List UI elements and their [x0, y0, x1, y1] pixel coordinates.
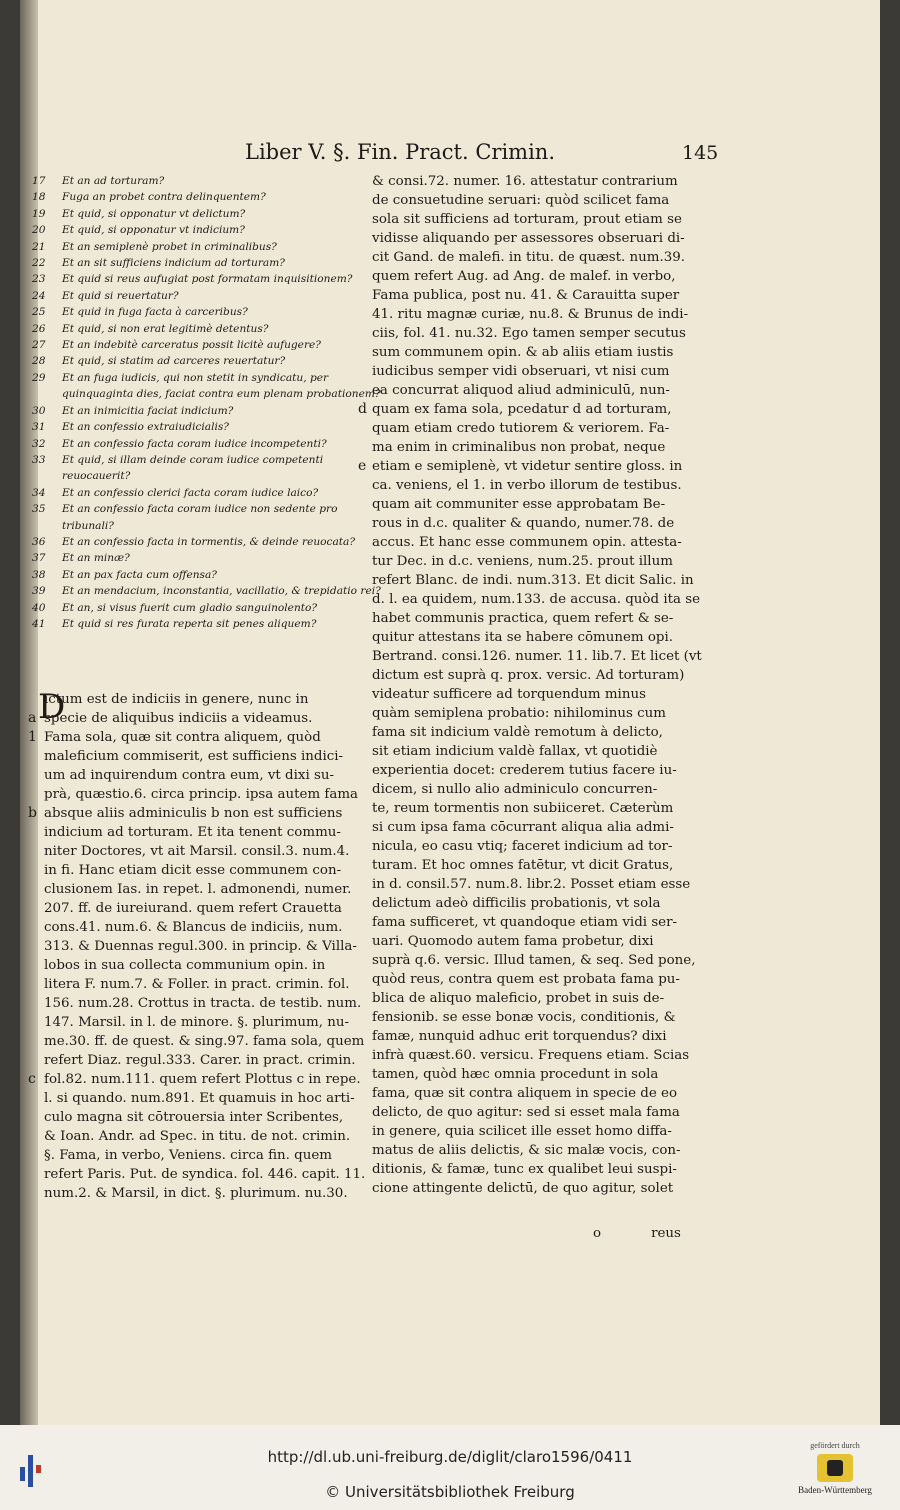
text-line — [372, 571, 708, 590]
text-line — [372, 1084, 708, 1103]
text-line — [372, 495, 708, 514]
text-line-content: quem refert Aug. ad Ang. de malef. in verbo, — [372, 269, 676, 284]
text-line-content: quam etiam credo tutiorem & veriorem. Fa- — [372, 421, 670, 436]
summary-index-list — [32, 173, 382, 632]
text-line — [372, 305, 708, 324]
text-line — [372, 932, 708, 951]
index-item — [32, 436, 382, 452]
text-line — [372, 343, 708, 362]
text-line — [372, 191, 708, 210]
text-line-content: quam ait communiter esse approbatam Be- — [372, 497, 666, 512]
text-line-content: quàm semiplena probatio: nihilominus cum — [372, 706, 666, 721]
text-line — [372, 552, 708, 571]
margin-note-mark: b — [28, 805, 37, 821]
index-item — [32, 550, 382, 566]
text-line-content: fol.82. num.111. quem refert Plottus c in repe. — [44, 1072, 361, 1087]
index-item-number: 26 — [32, 322, 46, 335]
text-line-content: turam. Et hoc omnes fatētur, vt dicit Gratus, — [372, 858, 674, 873]
index-item — [32, 567, 382, 583]
index-item-number: 18 — [32, 191, 46, 204]
text-line — [372, 172, 708, 191]
text-line — [372, 324, 708, 343]
index-item-text: Et quid si res furata reperta sit penes aliquem? — [62, 617, 317, 630]
index-item — [32, 353, 382, 369]
index-item-number: 31 — [32, 421, 46, 434]
index-item-text: Et quid in fuga facta à carceribus? — [62, 306, 248, 319]
index-item — [32, 304, 382, 320]
text-line — [372, 761, 708, 780]
copyright-notice: © Universitätsbibliothek Freiburg — [325, 1483, 575, 1501]
text-line-content: in fi. Hanc etiam dicit esse communem con- — [44, 863, 342, 878]
text-line — [372, 609, 708, 628]
index-item — [32, 206, 382, 222]
text-line — [22, 823, 368, 842]
index-item-text: Et quid, si non erat legitimè detentus? — [62, 322, 269, 335]
text-line — [372, 1046, 708, 1065]
index-item — [32, 222, 382, 238]
index-item — [32, 189, 382, 205]
text-line-content: rous in d.c. qualiter & quando, numer.78. de — [372, 516, 675, 531]
text-line-content: infrà quæst.60. versicu. Frequens etiam. Scias — [372, 1048, 690, 1063]
text-line — [372, 951, 708, 970]
index-item — [32, 370, 382, 403]
text-line — [372, 799, 708, 818]
index-item-text: Et an confessio facta coram iudice incompetenti? — [62, 437, 327, 450]
text-line-content: suprà q.6. versic. Illud tamen, & seq. Sed pone, — [372, 953, 696, 968]
index-item-number: 17 — [32, 175, 46, 187]
text-line-content: quòd reus, contra quem est probata fama pu- — [372, 972, 680, 987]
text-line — [22, 709, 368, 728]
text-line — [372, 666, 708, 685]
index-item-number: 24 — [32, 289, 46, 302]
index-item — [32, 255, 382, 271]
text-line — [22, 1165, 368, 1184]
text-line — [22, 861, 368, 880]
text-line — [22, 728, 368, 747]
index-item-text: Et an ad torturam? — [62, 175, 165, 187]
text-line-content: sit etiam indicium valdè fallax, vt quotidiè — [372, 744, 658, 759]
index-item-text: Fuga an probet contra delinquentem? — [62, 191, 266, 204]
index-item-number: 32 — [32, 437, 46, 450]
index-item-text: Et an inimicitia faciat indicium? — [62, 404, 234, 417]
text-line-content: cione attingente delictū, de quo agitur, solet — [372, 1181, 674, 1196]
text-line — [22, 1032, 368, 1051]
index-item-number: 38 — [32, 568, 46, 581]
text-line — [22, 956, 368, 975]
text-line-content: refert Paris. Put. de syndica. fol. 446. capit. 11. — [44, 1167, 366, 1182]
index-item — [32, 616, 382, 632]
index-item — [32, 600, 382, 616]
text-line — [22, 1184, 368, 1203]
index-item-text: Et an fuga iudicis, qui non stetit in syndicatu, per quinquaginta dies, faciat contra eum plenam probationem? — [62, 371, 381, 401]
index-item — [32, 419, 382, 435]
text-line-content: te, reum tormentis non subiiceret. Cæterùm — [372, 801, 674, 816]
index-item — [32, 337, 382, 353]
catchword-line — [593, 1226, 731, 1241]
text-line-content: ictum est de indiciis in genere, nunc in — [44, 692, 309, 707]
text-line — [22, 1108, 368, 1127]
text-line-content: specie de aliquibus indiciis a videamus. — [44, 711, 313, 726]
index-item-text: Et an confessio extraiudicialis? — [62, 421, 229, 434]
text-line — [372, 476, 708, 495]
text-line-content: fama sit indicium valdè remotum à delicto, — [372, 725, 663, 740]
text-line-content: experientia docet: crederem tutius facere iu- — [372, 763, 677, 778]
text-line — [372, 856, 708, 875]
text-line — [22, 690, 368, 709]
text-line-content: 41. ritu magnæ curiæ, nu.8. & Brunus de indi- — [372, 307, 689, 322]
text-line-content: vidisse aliquando per assessores obseruari di- — [372, 231, 685, 246]
text-line — [372, 837, 708, 856]
index-item — [32, 321, 382, 337]
text-line-content: maleficium commiserit, est sufficiens indici- — [44, 749, 344, 764]
index-item-text: Et quid, si illam deinde coram iudice competenti reuocauerit? — [62, 453, 324, 483]
index-item — [32, 173, 382, 189]
text-line — [372, 438, 708, 457]
text-line — [372, 514, 708, 533]
text-line-content: delicto, de quo agitur: sed si esset mala fama — [372, 1105, 680, 1120]
index-item-number: 35 — [32, 503, 46, 516]
text-line-content: blica de aliquo maleficio, probet in suis de- — [372, 991, 665, 1006]
margin-note-mark: e — [358, 458, 367, 474]
text-line-content: Fama sola, quæ sit contra aliquem, quòd — [44, 730, 321, 745]
text-line-content: 313. & Duennas regul.300. in princip. & Villa- — [44, 939, 357, 954]
text-line — [372, 647, 708, 666]
text-line-content: ciis, fol. 41. nu.32. Ego tamen semper secutus — [372, 326, 686, 341]
text-line-content: indicium ad torturam. Et ita tenent commu- — [44, 825, 341, 840]
margin-note-mark: 1 — [28, 729, 37, 745]
index-item — [32, 288, 382, 304]
text-line — [372, 229, 708, 248]
sponsor-name: Baden-Württemberg — [798, 1485, 872, 1495]
text-line — [22, 937, 368, 956]
index-item-text: Et an, si visus fuerit cum gladio sanguinolento? — [62, 601, 318, 614]
text-line-content: d. l. ea quidem, num.133. de accusa. quòd ita se — [372, 592, 701, 607]
text-line-content: Bertrand. consi.126. numer. 11. lib.7. Et licet (vt — [372, 649, 702, 664]
text-line-content: litera F. num.7. & Foller. in pract. crimin. fol. — [44, 977, 350, 992]
text-line — [22, 994, 368, 1013]
text-line-content: lobos in sua collecta communium opin. in — [44, 958, 326, 973]
text-line-content: fama sufficeret, vt quandoque etiam vidi ser- — [372, 915, 678, 930]
text-line-content: de consuetudine seruari: quòd scilicet fama — [372, 193, 670, 208]
text-line — [22, 1051, 368, 1070]
state-crest-icon — [817, 1454, 853, 1482]
text-line — [372, 913, 708, 932]
text-line — [372, 723, 708, 742]
index-item — [32, 403, 382, 419]
text-line — [372, 248, 708, 267]
index-item-number: 36 — [32, 535, 46, 548]
text-line — [22, 918, 368, 937]
text-line-content: videatur sufficere ad torquendum minus — [372, 687, 646, 702]
text-line-content: quitur attestans ita se habere cōmunem opi. — [372, 630, 674, 645]
index-item — [32, 485, 382, 501]
sponsor-label: gefördert durch — [810, 1441, 860, 1450]
text-line — [372, 818, 708, 837]
text-line-content: culo magna sit cōtrouersia inter Scribentes, — [44, 1110, 344, 1125]
permalink-url[interactable]: http://dl.ub.uni-freiburg.de/diglit/claro1596/0411 — [267, 1448, 633, 1466]
text-line-content: uari. Quomodo autem fama probetur, dixi — [372, 934, 654, 949]
index-item — [32, 239, 382, 255]
text-line-content: 156. num.28. Crottus in tracta. de testib. num. — [44, 996, 362, 1011]
text-line-content: delictum adeò difficilis probationis, vt sola — [372, 896, 661, 911]
right-text-column — [358, 172, 708, 1198]
index-item-number: 29 — [32, 371, 46, 384]
text-line — [372, 989, 708, 1008]
text-line — [22, 1013, 368, 1032]
index-item-number: 41 — [32, 617, 46, 630]
index-item-text: Et an confessio clerici facta coram iudice laico? — [62, 486, 319, 499]
index-item-text: Et an minæ? — [62, 552, 130, 565]
text-line — [372, 210, 708, 229]
viewer-footer — [0, 1425, 900, 1510]
text-line — [372, 362, 708, 381]
index-item-text: Et quid, si statim ad carceres reuertatur? — [62, 355, 286, 368]
text-line-content: absque aliis adminiculis b non est sufficiens — [44, 806, 343, 821]
page-number: 145 — [682, 142, 719, 164]
index-item-text: Et an confessio facta in tormentis, & deinde reuocata? — [62, 535, 356, 548]
text-line — [372, 875, 708, 894]
index-item-number: 34 — [32, 486, 46, 499]
index-item-text: Et quid, si opponatur vt delictum? — [62, 207, 246, 220]
drop-cap: D — [38, 687, 66, 727]
text-line — [372, 742, 708, 761]
text-line — [22, 880, 368, 899]
text-line-content: ca. veniens, el 1. in verbo illorum de testibus. — [372, 478, 682, 493]
index-item-text: Et quid si reuertatur? — [62, 289, 179, 302]
text-line-content: ma enim in criminalibus non probat, neque — [372, 440, 666, 455]
index-item-text: Et an sit sufficiens indicium ad torturam? — [62, 257, 285, 270]
text-line-content: 147. Marsil. in l. de minore. §. plurimum, nu- — [44, 1015, 350, 1030]
page-header — [20, 140, 880, 170]
index-item-number: 22 — [32, 257, 46, 270]
text-line — [372, 1179, 708, 1198]
text-line-content: cons.41. num.6. & Blancus de indiciis, num. — [44, 920, 343, 935]
margin-note-mark: d — [358, 401, 367, 417]
text-line-content: clusionem Ias. in repet. l. admonendi, numer. — [44, 882, 352, 897]
index-item — [32, 501, 382, 534]
text-line-content: fama, quæ sit contra aliquem in specie de eo — [372, 1086, 678, 1101]
index-item-number: 28 — [32, 355, 46, 368]
text-line-content: in genere, quia scilicet ille esset homo diffa- — [372, 1124, 672, 1139]
index-item — [32, 452, 382, 485]
text-line — [22, 766, 368, 785]
text-line-content: famæ, nunquid adhuc erit torquendus? dixi — [372, 1029, 667, 1044]
index-item — [32, 583, 382, 599]
text-line — [372, 894, 708, 913]
signature-mark: o — [593, 1226, 602, 1241]
text-line — [372, 381, 708, 400]
text-line — [372, 419, 708, 438]
text-line-content: fensionib. se esse bonæ vocis, conditionis, & — [372, 1010, 676, 1025]
text-line — [22, 1127, 368, 1146]
text-line-content: num.2. & Marsil, in dict. §. plurimum. nu.30. — [44, 1186, 348, 1201]
text-line-content: um ad inquirendum contra eum, vt dixi su- — [44, 768, 335, 783]
index-item-number: 23 — [32, 273, 46, 286]
text-line — [372, 1065, 708, 1084]
text-line — [22, 975, 368, 994]
index-item-text: Et an semiplenè probet in criminalibus? — [62, 240, 277, 253]
text-line — [372, 286, 708, 305]
text-line-content: l. si quando. num.891. Et quamuis in hoc arti- — [44, 1091, 355, 1106]
index-item-number: 33 — [32, 453, 46, 466]
index-item-number: 39 — [32, 585, 46, 598]
text-line — [372, 1103, 708, 1122]
text-line-content: dictum est suprà q. prox. versic. Ad torturam) — [372, 668, 685, 683]
text-line — [22, 899, 368, 918]
index-item-number: 30 — [32, 404, 46, 417]
text-line-content: ditionis, & famæ, tunc ex qualibet leui suspi- — [372, 1162, 677, 1177]
text-line-content: matus de aliis delictis, & sic malæ vocis, con- — [372, 1143, 681, 1158]
index-item-number: 27 — [32, 339, 46, 352]
text-line-content: me.30. ff. de quest. & sing.97. fama sola, quem — [44, 1034, 365, 1049]
margin-note-mark: c — [28, 1071, 36, 1087]
text-line — [372, 970, 708, 989]
text-line-content: si cum ipsa fama cōcurrant aliqua alia admi- — [372, 820, 674, 835]
text-line-content: cit Gand. de malefi. in titu. de quæst. num.39. — [372, 250, 686, 265]
text-line — [358, 400, 708, 419]
index-item-number: 40 — [32, 601, 46, 614]
index-item-number: 20 — [32, 224, 46, 237]
text-line — [22, 842, 368, 861]
running-title: Liber V. §. Fin. Pract. Crimin. — [245, 140, 555, 164]
index-item-text: Et an confessio facta coram iudice non sedente pro tribunali? — [62, 503, 338, 532]
text-line-content: ea concurrat aliquod aliud adminiculū, nun- — [372, 383, 670, 398]
left-text-column — [22, 687, 368, 1203]
text-line — [372, 1122, 708, 1141]
index-item-text: Et an indebitè carceratus possit licitè aufugere? — [62, 339, 321, 352]
index-item — [32, 534, 382, 550]
text-line-content: dicem, si nullo alio adminiculo concurren- — [372, 782, 658, 797]
text-line-content: 207. ff. de iureiurand. quem refert Crauetta — [44, 901, 342, 916]
text-line-content: tamen, quòd hæc omnia procedunt in sola — [372, 1067, 659, 1082]
text-line-content: & Ioan. Andr. ad Spec. in titu. de not. crimin. — [44, 1129, 351, 1144]
text-line-content: Fama publica, post nu. 41. & Carauitta super — [372, 288, 680, 303]
text-line-content: quam ex fama sola, pcedatur d ad torturam, — [372, 402, 672, 417]
text-line — [22, 785, 368, 804]
index-item-number: 19 — [32, 207, 46, 220]
index-item-number: 21 — [32, 240, 46, 253]
text-line — [372, 1160, 708, 1179]
index-item-text: Et quid si reus aufugiat post formatam inquisitionem? — [62, 273, 353, 286]
text-line — [372, 685, 708, 704]
text-line — [372, 704, 708, 723]
text-line-content: sum communem opin. & ab aliis etiam iustis — [372, 345, 674, 360]
text-line — [22, 1089, 368, 1108]
text-line-content: iudicibus semper vidi obseruari, vt nisi cum — [372, 364, 670, 379]
text-line-content: prà, quæstio.6. circa princip. ipsa autem fama — [44, 787, 359, 802]
text-line — [372, 590, 708, 609]
text-line — [372, 780, 708, 799]
text-line — [22, 804, 368, 823]
index-item-number: 37 — [32, 552, 46, 565]
text-line-content: niter Doctores, vt ait Marsil. consil.3. num.4. — [44, 844, 350, 859]
text-line — [372, 628, 708, 647]
text-line-content: refert Blanc. de indi. num.313. Et dicit Salic. in — [372, 573, 694, 588]
text-line — [372, 533, 708, 552]
text-line — [358, 457, 708, 476]
index-item-text: Et quid, si opponatur vt indicium? — [62, 224, 245, 237]
index-item — [32, 271, 382, 287]
text-line — [22, 747, 368, 766]
sponsor-badge[interactable] — [780, 1441, 890, 1495]
text-line-content: sola sit sufficiens ad torturam, prout etiam se — [372, 212, 682, 227]
text-line-content: accus. Et hanc esse communem opin. attesta- — [372, 535, 682, 550]
margin-note-mark: a — [28, 710, 37, 726]
index-item-text: Et an mendacium, inconstantia, vacillatio, & trepidatio rei? — [62, 585, 381, 598]
text-line — [372, 1008, 708, 1027]
text-line — [372, 1027, 708, 1046]
text-line-content: & consi.72. numer. 16. attestatur contrarium — [372, 174, 678, 189]
index-item-text: Et an pax facta cum offensa? — [62, 568, 217, 581]
text-line-content: tur Dec. in d.c. veniens, num.25. prout illum — [372, 554, 673, 569]
index-item-number: 25 — [32, 306, 46, 319]
text-line-content: in d. consil.57. num.8. libr.2. Posset etiam esse — [372, 877, 691, 892]
text-line — [22, 1070, 368, 1089]
text-line-content: nicula, eo casu vtiq; faceret indicium ad tor- — [372, 839, 673, 854]
catchword: reus — [651, 1226, 681, 1241]
text-line-content: refert Diaz. regul.333. Carer. in pract. crimin. — [44, 1053, 356, 1068]
text-line — [22, 1146, 368, 1165]
text-line — [372, 1141, 708, 1160]
text-line-content: habet communis practica, quem refert & se- — [372, 611, 674, 626]
text-line-content: etiam e semiplenè, vt videtur sentire gloss. in — [372, 459, 683, 474]
text-line-content: §. Fama, in verbo, Veniens. circa fin. quem — [44, 1148, 332, 1163]
text-line — [372, 267, 708, 286]
